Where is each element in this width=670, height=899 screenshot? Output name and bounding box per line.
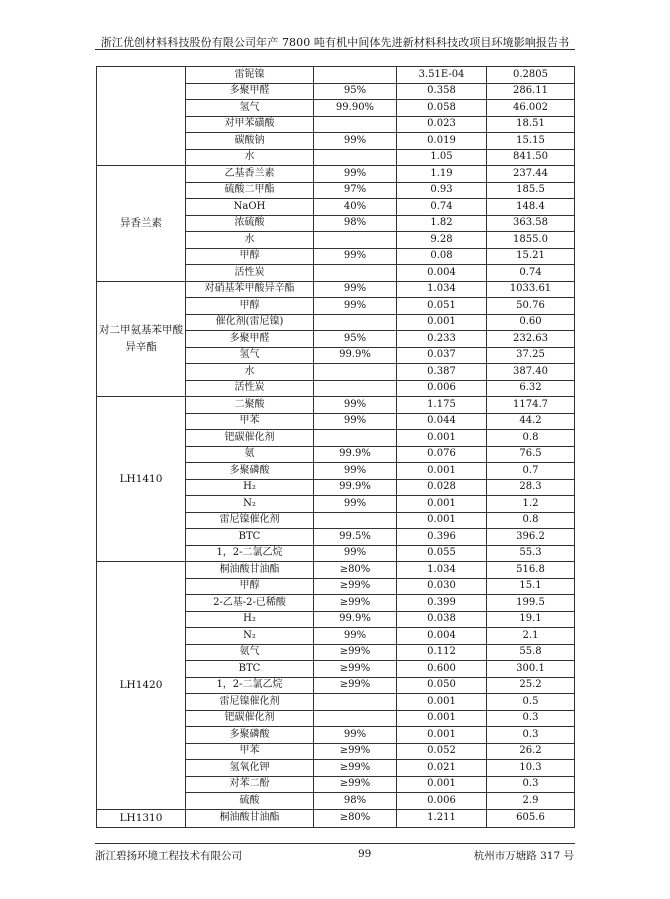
annual-consumption-cell: 396.2 xyxy=(487,529,575,546)
purity-cell: 99.90% xyxy=(314,100,397,117)
purity-cell: 97% xyxy=(314,182,397,199)
purity-cell: ≥99% xyxy=(314,661,397,678)
annual-consumption-cell: 605.6 xyxy=(487,809,575,827)
footer-rule xyxy=(95,843,575,844)
purity-cell xyxy=(314,265,397,282)
unit-consumption-cell: 0.037 xyxy=(397,347,487,364)
annual-consumption-cell: 0.2805 xyxy=(487,67,575,84)
annual-consumption-cell: 1855.0 xyxy=(487,232,575,249)
material-name-cell: 甲醇 xyxy=(186,298,314,315)
unit-consumption-cell: 1.05 xyxy=(397,149,487,166)
annual-consumption-cell: 387.40 xyxy=(487,364,575,381)
material-name-cell: 雷铌镍 xyxy=(186,67,314,84)
purity-cell xyxy=(314,694,397,711)
unit-consumption-cell: 1.034 xyxy=(397,562,487,579)
material-name-cell: 硫酸 xyxy=(186,793,314,810)
annual-consumption-cell: 185.5 xyxy=(487,182,575,199)
annual-consumption-cell: 18.51 xyxy=(487,116,575,133)
purity-cell: 99% xyxy=(314,727,397,744)
purity-cell xyxy=(314,430,397,447)
purity-cell: 99% xyxy=(314,281,397,298)
annual-consumption-cell: 363.58 xyxy=(487,215,575,232)
annual-consumption-cell: 0.8 xyxy=(487,512,575,529)
annual-consumption-cell: 0.7 xyxy=(487,463,575,480)
annual-consumption-cell: 55.8 xyxy=(487,644,575,661)
material-name-cell: 对甲苯磺酸 xyxy=(186,116,314,133)
material-name-cell: 氨气 xyxy=(186,644,314,661)
purity-cell: 99% xyxy=(314,133,397,150)
purity-cell: 98% xyxy=(314,793,397,810)
unit-consumption-cell: 0.387 xyxy=(397,364,487,381)
unit-consumption-cell: 1.211 xyxy=(397,809,487,827)
unit-consumption-cell: 0.004 xyxy=(397,265,487,282)
unit-consumption-cell: 1.82 xyxy=(397,215,487,232)
annual-consumption-cell: 15.15 xyxy=(487,133,575,150)
unit-consumption-cell: 0.001 xyxy=(397,727,487,744)
footer-page-number: 99 xyxy=(358,848,372,860)
unit-consumption-cell: 1.175 xyxy=(397,397,487,414)
unit-consumption-cell: 0.044 xyxy=(397,413,487,430)
material-name-cell: 甲苯 xyxy=(186,743,314,760)
unit-consumption-cell: 0.055 xyxy=(397,545,487,562)
purity-cell: 99% xyxy=(314,413,397,430)
material-name-cell: BTC xyxy=(186,529,314,546)
purity-cell: 99.5% xyxy=(314,529,397,546)
unit-consumption-cell: 0.399 xyxy=(397,595,487,612)
annual-consumption-cell: 0.8 xyxy=(487,430,575,447)
annual-consumption-cell: 199.5 xyxy=(487,595,575,612)
purity-cell: 40% xyxy=(314,199,397,216)
product-name-cell: 对二甲氨基苯甲酸异辛酯 xyxy=(97,281,186,397)
material-name-cell: 催化剂(雷尼镍) xyxy=(186,314,314,331)
product-name-cell: LH1410 xyxy=(97,397,186,562)
unit-consumption-cell: 0.051 xyxy=(397,298,487,315)
purity-cell: 99.9% xyxy=(314,611,397,628)
product-name-cell xyxy=(97,67,186,166)
unit-consumption-cell: 0.233 xyxy=(397,331,487,348)
purity-cell: ≥99% xyxy=(314,677,397,694)
unit-consumption-cell: 0.112 xyxy=(397,644,487,661)
purity-cell: 99% xyxy=(314,166,397,183)
unit-consumption-cell: 0.001 xyxy=(397,512,487,529)
unit-consumption-cell: 0.076 xyxy=(397,446,487,463)
unit-consumption-cell: 0.08 xyxy=(397,248,487,265)
annual-consumption-cell: 15.21 xyxy=(487,248,575,265)
purity-cell xyxy=(314,380,397,397)
unit-consumption-cell: 0.001 xyxy=(397,496,487,513)
material-name-cell: 雷尼镍催化剂 xyxy=(186,512,314,529)
purity-cell: ≥99% xyxy=(314,595,397,612)
material-name-cell: 二聚酸 xyxy=(186,397,314,414)
unit-consumption-cell: 0.600 xyxy=(397,661,487,678)
table-row xyxy=(97,166,575,183)
unit-consumption-cell: 0.006 xyxy=(397,380,487,397)
material-name-cell: 氨 xyxy=(186,446,314,463)
purity-cell: 99% xyxy=(314,298,397,315)
annual-consumption-cell: 841.50 xyxy=(487,149,575,166)
purity-cell: 95% xyxy=(314,83,397,100)
unit-consumption-cell: 0.058 xyxy=(397,100,487,117)
unit-consumption-cell: 0.93 xyxy=(397,182,487,199)
table-row xyxy=(97,397,575,414)
material-name-cell: N₂ xyxy=(186,628,314,645)
purity-cell: ≥99% xyxy=(314,644,397,661)
material-name-cell: 氢氧化钾 xyxy=(186,760,314,777)
unit-consumption-cell: 0.021 xyxy=(397,760,487,777)
unit-consumption-cell: 1.034 xyxy=(397,281,487,298)
purity-cell: ≥80% xyxy=(314,562,397,579)
purity-cell: 99% xyxy=(314,496,397,513)
footer-company: 浙江碧扬环境工程技术有限公司 xyxy=(95,850,242,862)
material-name-cell: H₂ xyxy=(186,611,314,628)
annual-consumption-cell: 15.1 xyxy=(487,578,575,595)
material-name-cell: N₂ xyxy=(186,496,314,513)
purity-cell: 99% xyxy=(314,628,397,645)
annual-consumption-cell: 0.3 xyxy=(487,776,575,793)
annual-consumption-cell: 26.2 xyxy=(487,743,575,760)
annual-consumption-cell: 25.2 xyxy=(487,677,575,694)
annual-consumption-cell: 0.60 xyxy=(487,314,575,331)
material-name-cell: 水 xyxy=(186,364,314,381)
unit-consumption-cell: 0.030 xyxy=(397,578,487,595)
material-name-cell: 甲醇 xyxy=(186,578,314,595)
unit-consumption-cell: 0.001 xyxy=(397,463,487,480)
unit-consumption-cell: 0.006 xyxy=(397,793,487,810)
material-name-cell: 活性炭 xyxy=(186,380,314,397)
material-name-cell: 钯碳催化剂 xyxy=(186,710,314,727)
material-name-cell: 1，2-二氯乙烷 xyxy=(186,677,314,694)
page-header-title: 浙江优创材料科技股份有限公司年产 7800 吨有机中间体先进新材料科技改项目环境影响报告书 xyxy=(100,36,570,49)
annual-consumption-cell: 6.32 xyxy=(487,380,575,397)
annual-consumption-cell: 0.3 xyxy=(487,710,575,727)
purity-cell: 99% xyxy=(314,545,397,562)
material-name-cell: 甲苯 xyxy=(186,413,314,430)
unit-consumption-cell: 0.038 xyxy=(397,611,487,628)
unit-consumption-cell: 9.28 xyxy=(397,232,487,249)
annual-consumption-cell: 2.9 xyxy=(487,793,575,810)
purity-cell: 99% xyxy=(314,463,397,480)
table-row xyxy=(97,281,575,298)
table-row xyxy=(97,809,575,827)
material-name-cell: 活性炭 xyxy=(186,265,314,282)
annual-consumption-cell: 286.11 xyxy=(487,83,575,100)
unit-consumption-cell: 0.358 xyxy=(397,83,487,100)
table-row xyxy=(97,67,575,84)
material-name-cell: 雷尼镍催化剂 xyxy=(186,694,314,711)
material-name-cell: 浓硫酸 xyxy=(186,215,314,232)
unit-consumption-cell: 0.001 xyxy=(397,710,487,727)
annual-consumption-cell: 76.5 xyxy=(487,446,575,463)
annual-consumption-cell: 1033.61 xyxy=(487,281,575,298)
purity-cell: 99.9% xyxy=(314,347,397,364)
purity-cell xyxy=(314,149,397,166)
material-name-cell: 氢气 xyxy=(186,100,314,117)
annual-consumption-cell: 0.74 xyxy=(487,265,575,282)
purity-cell: ≥99% xyxy=(314,743,397,760)
unit-consumption-cell: 0.001 xyxy=(397,314,487,331)
annual-consumption-cell: 10.3 xyxy=(487,760,575,777)
material-name-cell: 桐油酸甘油酯 xyxy=(186,562,314,579)
table-row xyxy=(97,562,575,579)
unit-consumption-cell: 0.004 xyxy=(397,628,487,645)
material-name-cell: H₂ xyxy=(186,479,314,496)
purity-cell xyxy=(314,314,397,331)
unit-consumption-cell: 0.396 xyxy=(397,529,487,546)
purity-cell xyxy=(314,710,397,727)
purity-cell: ≥99% xyxy=(314,578,397,595)
annual-consumption-cell: 28.3 xyxy=(487,479,575,496)
material-name-cell: 乙基香兰素 xyxy=(186,166,314,183)
annual-consumption-cell: 300.1 xyxy=(487,661,575,678)
material-name-cell: 氢气 xyxy=(186,347,314,364)
purity-cell: 98% xyxy=(314,215,397,232)
material-name-cell: 多聚磷酸 xyxy=(186,727,314,744)
purity-cell xyxy=(314,232,397,249)
material-name-cell: 多聚甲醛 xyxy=(186,83,314,100)
purity-cell xyxy=(314,364,397,381)
product-name-cell: LH1420 xyxy=(97,562,186,810)
unit-consumption-cell: 1.19 xyxy=(397,166,487,183)
unit-consumption-cell: 0.019 xyxy=(397,133,487,150)
material-name-cell: 甲醇 xyxy=(186,248,314,265)
purity-cell xyxy=(314,512,397,529)
annual-consumption-cell: 237.44 xyxy=(487,166,575,183)
annual-consumption-cell: 516.8 xyxy=(487,562,575,579)
material-name-cell: 钯碳催化剂 xyxy=(186,430,314,447)
purity-cell: ≥80% xyxy=(314,809,397,827)
material-name-cell: NaOH xyxy=(186,199,314,216)
purity-cell: 99% xyxy=(314,397,397,414)
material-name-cell: 2-乙基-2-已稀酸 xyxy=(186,595,314,612)
material-name-cell: 多聚磷酸 xyxy=(186,463,314,480)
purity-cell xyxy=(314,67,397,84)
purity-cell: ≥99% xyxy=(314,760,397,777)
annual-consumption-cell: 50.76 xyxy=(487,298,575,315)
materials-table xyxy=(96,66,575,828)
material-name-cell: 对硝基苯甲酸异辛酯 xyxy=(186,281,314,298)
unit-consumption-cell: 0.052 xyxy=(397,743,487,760)
unit-consumption-cell: 0.001 xyxy=(397,430,487,447)
purity-cell: ≥99% xyxy=(314,776,397,793)
materials-table-body xyxy=(97,67,575,828)
annual-consumption-cell: 1174.7 xyxy=(487,397,575,414)
material-name-cell: 水 xyxy=(186,149,314,166)
purity-cell: 95% xyxy=(314,331,397,348)
unit-consumption-cell: 0.001 xyxy=(397,776,487,793)
material-name-cell: 水 xyxy=(186,232,314,249)
annual-consumption-cell: 2.1 xyxy=(487,628,575,645)
annual-consumption-cell: 0.3 xyxy=(487,727,575,744)
annual-consumption-cell: 37.25 xyxy=(487,347,575,364)
material-name-cell: 1，2-二氯乙烷 xyxy=(186,545,314,562)
material-name-cell: BTC xyxy=(186,661,314,678)
purity-cell: 99% xyxy=(314,248,397,265)
annual-consumption-cell: 148.4 xyxy=(487,199,575,216)
annual-consumption-cell: 46.002 xyxy=(487,100,575,117)
annual-consumption-cell: 55.3 xyxy=(487,545,575,562)
footer-address: 杭州市万塘路 317 号 xyxy=(473,850,574,862)
material-name-cell: 碳酸钠 xyxy=(186,133,314,150)
annual-consumption-cell: 1.2 xyxy=(487,496,575,513)
product-name-cell: LH1310 xyxy=(97,809,186,827)
header-rule xyxy=(95,49,575,50)
unit-consumption-cell: 0.74 xyxy=(397,199,487,216)
unit-consumption-cell: 0.023 xyxy=(397,116,487,133)
material-name-cell: 桐油酸甘油酯 xyxy=(186,809,314,827)
unit-consumption-cell: 3.51E-04 xyxy=(397,67,487,84)
material-name-cell: 硫酸二甲酯 xyxy=(186,182,314,199)
material-name-cell: 对苯二酚 xyxy=(186,776,314,793)
annual-consumption-cell: 0.5 xyxy=(487,694,575,711)
annual-consumption-cell: 44.2 xyxy=(487,413,575,430)
annual-consumption-cell: 232.63 xyxy=(487,331,575,348)
purity-cell: 99.9% xyxy=(314,479,397,496)
product-name-cell: 异香兰素 xyxy=(97,166,186,282)
unit-consumption-cell: 0.001 xyxy=(397,694,487,711)
unit-consumption-cell: 0.028 xyxy=(397,479,487,496)
material-name-cell: 多聚甲醛 xyxy=(186,331,314,348)
purity-cell xyxy=(314,116,397,133)
purity-cell: 99.9% xyxy=(314,446,397,463)
annual-consumption-cell: 19.1 xyxy=(487,611,575,628)
unit-consumption-cell: 0.050 xyxy=(397,677,487,694)
